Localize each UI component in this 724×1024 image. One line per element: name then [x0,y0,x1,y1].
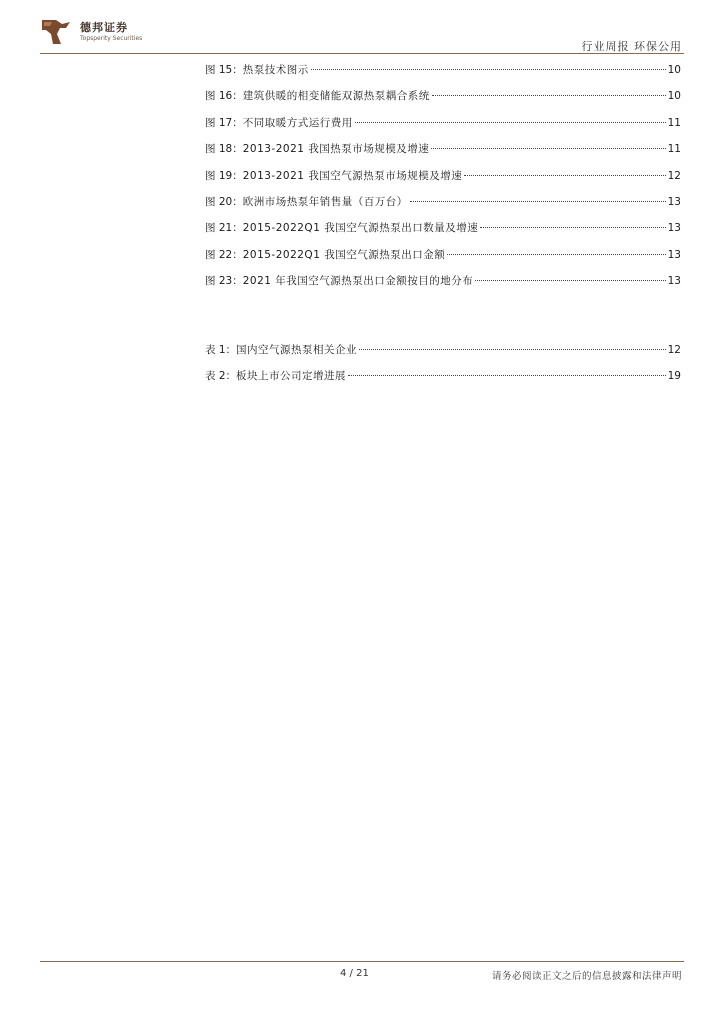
dot-leader [432,95,666,96]
logo-english-name: Topsperity Securities [80,35,143,42]
dot-leader [311,69,666,70]
table-label: 表 1： [205,344,237,356]
figure-page: 13 [667,195,681,208]
figure-page: 13 [667,248,681,261]
figure-title: 2015-2022Q1 我国空气源热泵出口数量及增速 [242,222,479,235]
figure-label: 图 19： [205,169,243,182]
dot-leader [464,175,665,176]
table-label: 表 2： [205,370,237,383]
figure-list [205,62,681,300]
figure-label: 图 15： [205,64,243,76]
figure-page: 10 [667,64,681,76]
figure-entry[interactable] [205,273,681,299]
footer-divider [40,961,684,962]
figure-title: 2013-2021 我国空气源热泵市场规模及增速 [242,169,463,182]
report-category: 行业周报 环保公用 [581,40,682,53]
figure-page: 13 [667,222,681,235]
table-title: 板块上市公司定增进展 [236,370,347,383]
figure-title: 2021 年我国空气源热泵出口金额按目的地分布 [242,275,474,288]
figure-title: 欧洲市场热泵年销售量（百万台） [242,195,408,208]
page-number: 4 / 21 [340,968,369,979]
figure-title: 热泵技术图示 [242,64,309,76]
figure-label: 图 17： [205,116,243,129]
table-entry[interactable] [205,368,681,394]
figure-label: 图 18： [205,143,243,156]
table-page: 12 [667,344,681,356]
dot-leader [410,201,666,202]
figure-page: 11 [667,116,681,129]
disclaimer-note: 请务必阅读正文之后的信息披露和法律声明 [491,971,682,982]
figure-page: 12 [667,169,681,182]
figure-entry[interactable] [205,168,681,194]
dot-leader [480,227,665,228]
logo-chinese-name: 德邦证券 [80,21,128,34]
company-logo [40,16,143,48]
table-list [205,342,681,395]
table-page: 19 [667,370,681,383]
figure-title: 不同取暖方式运行费用 [242,116,353,129]
figure-label: 图 16： [205,90,243,103]
figure-entry[interactable] [205,141,681,167]
dot-leader [431,148,665,149]
figure-page: 11 [667,143,681,156]
figure-label: 图 20： [205,195,243,208]
dot-leader [447,254,665,255]
figure-label: 图 23： [205,275,243,288]
figure-label: 图 21： [205,222,243,235]
figure-label: 图 22： [205,248,243,261]
dot-leader [359,349,666,350]
table-title: 国内空气源热泵相关企业 [236,344,358,356]
logo-mark-icon [40,16,74,48]
page-header [0,0,724,60]
figure-entry[interactable] [205,115,681,141]
dot-leader [348,375,666,376]
figure-title: 建筑供暖的相变储能双源热泵耦合系统 [242,90,430,103]
figure-page: 10 [667,90,681,103]
figure-page: 13 [667,275,681,288]
figure-entry[interactable] [205,194,681,220]
figure-entry[interactable] [205,247,681,273]
header-divider [40,53,684,54]
figure-entry[interactable] [205,62,681,88]
figure-entry[interactable] [205,220,681,246]
figure-title: 2013-2021 我国热泵市场规模及增速 [242,143,430,156]
figure-title: 2015-2022Q1 我国空气源热泵出口金额 [242,248,446,261]
figure-entry[interactable] [205,88,681,114]
dot-leader [355,122,666,123]
dot-leader [475,280,665,281]
table-entry[interactable] [205,342,681,368]
